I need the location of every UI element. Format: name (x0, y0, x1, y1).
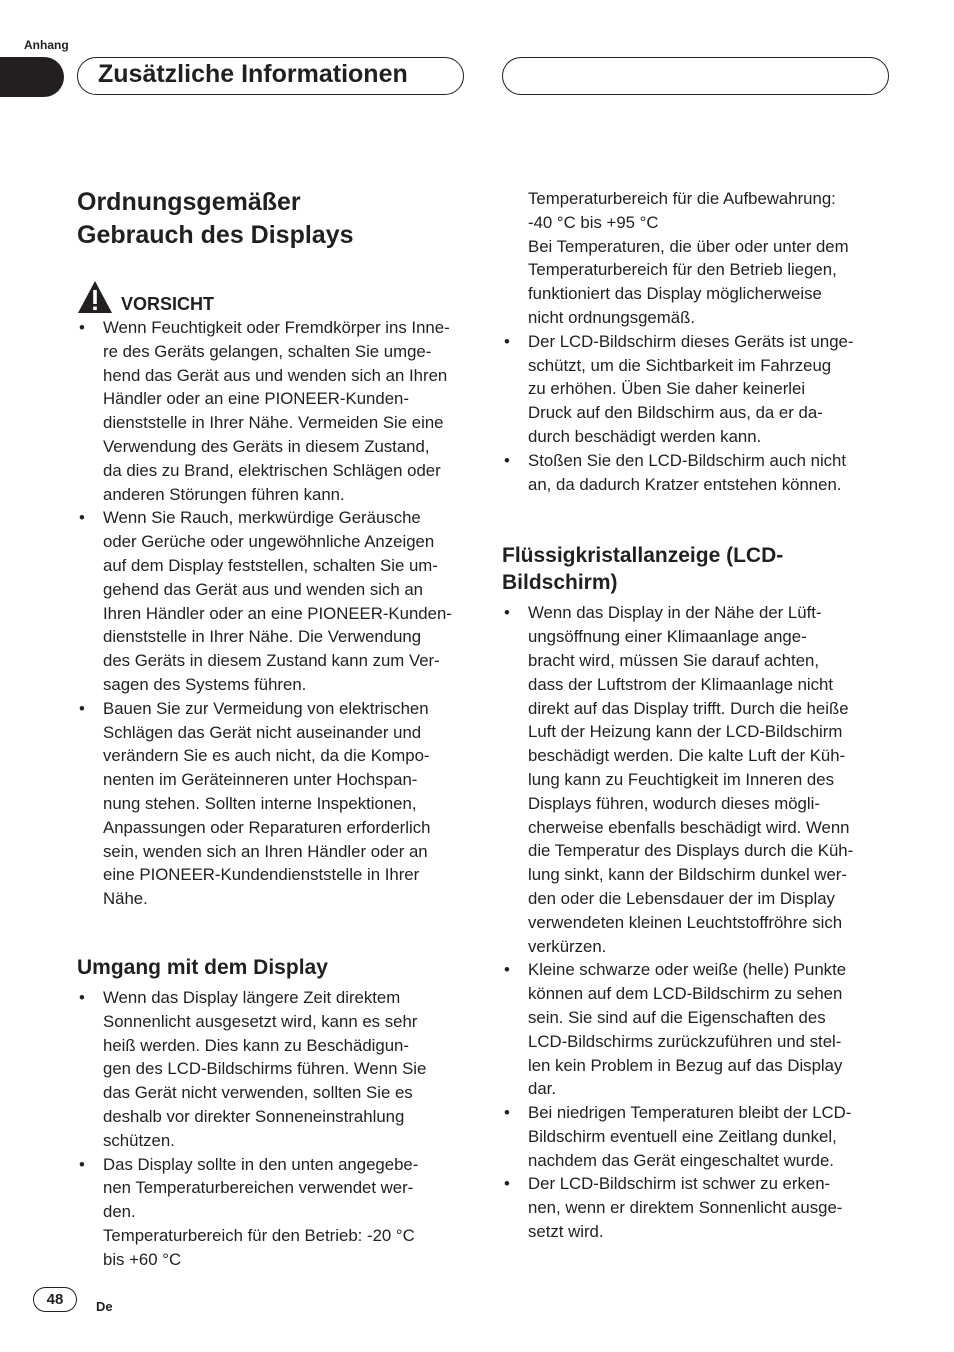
list-item: • Das Display sollte in den unten angegebe- nen Temperaturbereichen verwendet wer- den. Temperaturbereich für den Betrieb: -20 °C bis +60 °C (79, 1154, 419, 1269)
list-item: • Wenn das Display längere Zeit direktem Sonnenlicht ausgesetzt wird, kann es sehr heiß werden. Dies kann zu Beschädigun- gen des LCD-Bildschirms führen. Wenn Sie das Gerät nicht verwenden, sollten Sie es deshalb vor direkter Sonneneinstrahlung schützen. (79, 987, 427, 1150)
bullet: • (79, 698, 85, 718)
bullet: • (79, 508, 85, 528)
umgang-list (77, 986, 467, 1272)
page-title-line: Ordnungsgemäßer (77, 188, 301, 216)
header-empty-box (502, 57, 889, 95)
list-item: • Der LCD-Bildschirm ist schwer zu erken- nen, wenn er direktem Sonnenlicht ausge- setzt wird. (504, 1174, 843, 1242)
list-item: • Kleine schwarze oder weiße (helle) Punkte können auf dem LCD-Bildschirm zu sehen sein. Sie sind auf die Eigenschaften des LCD-Bildschirms zurückzuführen und stel- len kein Problem in Bezug auf das Display dar. (504, 960, 847, 1099)
header-title: Zusätzliche Informationen (98, 60, 408, 88)
continued-text: Temperaturbereich für die Aufbewahrung: -40 °C bis +95 °C Bei Temperaturen, die über oder unter dem Temperaturbereich für den Betrieb liegen, funktioniert das Display möglicherweise nicht ordnungsgemäß. (528, 189, 849, 327)
list-item: • Wenn das Display in der Nähe der Lüft- ungsöffnung einer Klimaanlage ange- bracht wird, müssen Sie darauf achten, dass der Luftstrom der Klimaanlage nicht direkt auf das Display trifft. Durch die heiße Luft der Heizung kann der LCD-Bildschirm beschädigt werden. Die kalte Luft der Küh- lung kann zu Feuchtigkeit im Inneren des Displays führen, wodurch dieses mögli- cherweise ebenfalls beschädigt wird. Wenn die Temperatur des Displays durch die Küh- lung sinkt, kann der Bildschirm dunkel wer- den oder die Lebensdauer der im Display verwendeten kleinen Leuchtstoffröhre sich verkürzen. (504, 603, 854, 956)
umgang-list-continued (502, 330, 892, 497)
bullet: • (79, 318, 85, 337)
caution-header (77, 276, 467, 314)
bullet: • (504, 603, 510, 623)
bullet: • (504, 960, 510, 980)
right-column (502, 187, 892, 1244)
lcd-list (502, 601, 892, 1244)
bullet: • (504, 331, 510, 351)
list-item: • Bei niedrigen Temperaturen bleibt der LCD- Bildschirm eventuell eine Zeitlang dunkel, nachdem das Gerät eingeschaltet wurde. (504, 1103, 852, 1170)
bullet: • (79, 1154, 85, 1174)
list-item: • Stoßen Sie den LCD-Bildschirm auch nicht an, da dadurch Kratzer entstehen können. (504, 450, 847, 494)
language-code: De (96, 1299, 113, 1314)
section-heading-umgang: Umgang mit dem Display (77, 955, 328, 979)
bullet: • (504, 450, 510, 470)
page-title (77, 186, 467, 252)
caution-label: VORSICHT (121, 294, 215, 314)
left-column (77, 186, 467, 1271)
list-item: • Der LCD-Bildschirm dieses Geräts ist unge- schützt, um die Sichtbarkeit im Fahrzeug zu erhöhen. Üben Sie daher keinerlei Druck auf den Bildschirm aus, da er da- durch beschädigt werden kann. (504, 331, 854, 446)
section-heading-lcd: Flüssigkristallanzeige (LCD- Bildschirm) (502, 544, 784, 595)
bullet: • (504, 1174, 510, 1194)
section-tab-marker (0, 57, 64, 97)
page-number: 48 (33, 1287, 77, 1312)
header-title-box (77, 57, 464, 95)
page-title-line: Gebrauch des Displays (77, 221, 354, 249)
warning-icon (77, 280, 113, 314)
bullet: • (79, 987, 85, 1007)
list-item: • Wenn Sie Rauch, merkwürdige Geräusche oder Gerüche oder ungewöhnliche Anzeigen auf dem Display feststellen, schalten Sie um- gehend das Gerät aus und wenden sich an Ihren Händler oder an eine PIONEER-Kunden- dienststelle in Ihrer Nähe. Die Verwendung des Geräts in diesem Zustand kann zum Ver- sagen des Systems führen. (79, 508, 452, 694)
bullet: • (504, 1103, 510, 1123)
section-label: Anhang (24, 38, 69, 52)
list-item: • Wenn Feuchtigkeit oder Fremdkörper ins Inne- re des Geräts gelangen, schalten Sie umge- hend das Gerät aus und wenden sich an Ihren Händler oder an eine PIONEER-Kunden- dienststelle in Ihrer Nähe. Vermeiden Sie eine Verwendung des Geräts in diesem Zustand, da dies zu Brand, elektrischen Schlägen oder anderen Störungen führen kann. (79, 318, 450, 504)
list-item: • Bauen Sie zur Vermeidung von elektrischen Schlägen das Gerät nicht auseinander und verändern Sie es auch nicht, da die Kompo- nenten im Geräteinneren unter Hochspan- nung stehen. Sollten interne Inspektionen, Anpassungen oder Reparaturen erforderlich sein, wenden sich an Ihren Händler oder an eine PIONEER-Kundendienststelle in Ihrer Nähe. (79, 698, 431, 909)
caution-list (77, 316, 467, 911)
